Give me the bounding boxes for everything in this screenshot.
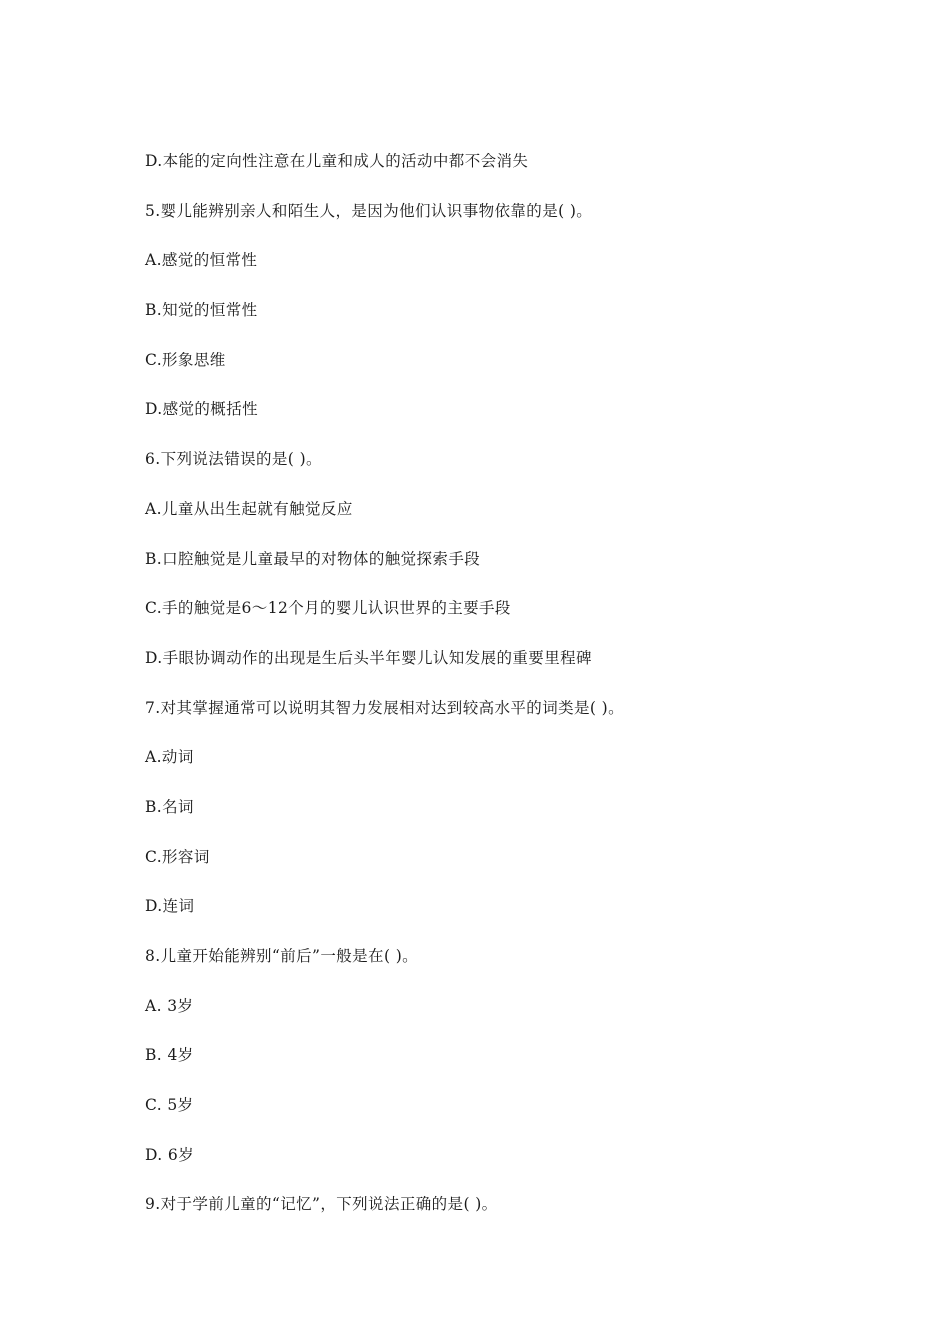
option-line: D.本能的定向性注意在儿童和成人的活动中都不会消失: [145, 152, 529, 170]
question-8: 8.儿童开始能辨别“前后”一般是在( )。: [145, 947, 419, 965]
option-line: C. 5岁: [145, 1096, 194, 1115]
option-line: A.感觉的恒常性: [145, 251, 258, 270]
option-line: C.形象思维: [145, 350, 226, 369]
option-line: B.口腔触觉是儿童最早的对物体的触觉探索手段: [145, 549, 481, 568]
option-line: D.手眼协调动作的出现是生后头半年婴儿认知发展的重要里程碑: [145, 648, 592, 667]
question-6: 6.下列说法错误的是( )。: [145, 450, 322, 469]
question-7: 7.对其掌握通常可以说明其智力发展相对达到较高水平的词类是( )。: [145, 698, 625, 717]
option-line: B.知觉的恒常性: [145, 301, 258, 320]
option-line: C.手的触觉是6～12个月的婴儿认识世界的主要手段: [145, 599, 511, 618]
option-line: D.连词: [145, 897, 195, 916]
option-line: A.动词: [145, 748, 194, 767]
option-line: A. 3岁: [145, 996, 194, 1015]
option-line: B. 4岁: [145, 1046, 194, 1065]
option-line: D. 6岁: [145, 1145, 195, 1164]
option-line: A.儿童从出生起就有触觉反应: [145, 499, 353, 518]
question-list: [145, 148, 624, 1241]
option-line: C.形容词: [145, 847, 210, 866]
option-line: B.名词: [145, 797, 194, 816]
question-5: 5.婴儿能辨别亲人和陌生人，是因为他们认识事物依靠的是( )。: [145, 201, 593, 220]
option-line: D.感觉的概括性: [145, 400, 259, 419]
question-9: 9.对于学前儿童的“记忆”，下列说法正确的是( )。: [145, 1195, 498, 1214]
